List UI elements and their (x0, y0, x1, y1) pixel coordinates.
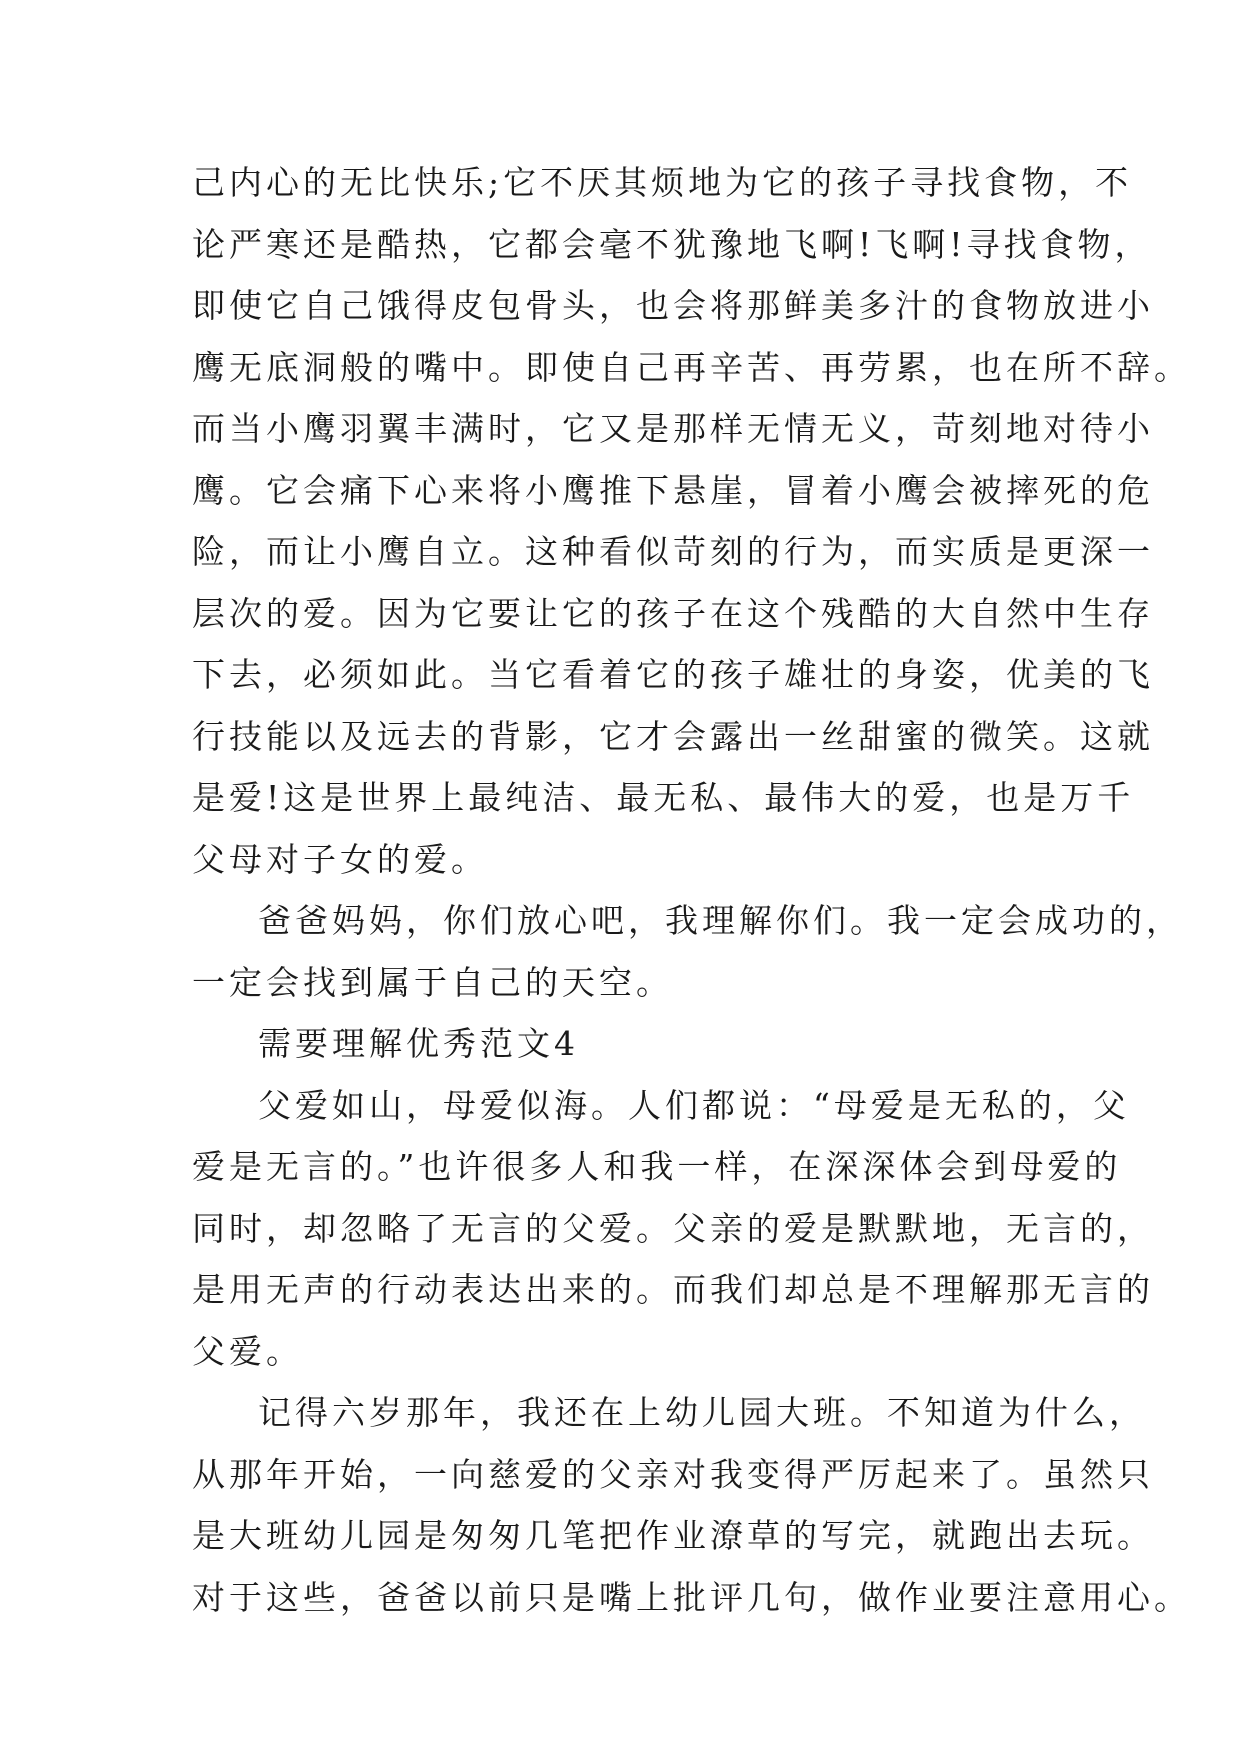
text-line: 记得六岁那年，我还在上幼儿园大班。不知道为什么， (258, 1393, 1146, 1432)
document-body (192, 152, 1191, 1628)
text-line: 对于这些，爸爸以前只是嘴上批评几句，做作业要注意用心。 (192, 1577, 1191, 1617)
text-line: 父爱如山，母爱似海。人们都说：“母爱是无私的，父 (258, 1085, 1130, 1125)
text-line: 层次的爱。因为它要让它的孩子在这个残酷的大自然中生存 (192, 593, 1154, 633)
text-line: 爸爸妈妈，你们放心吧，我理解你们。我一定会成功的， (258, 901, 1183, 940)
text-line: 是大班幼儿园是匆匆几笔把作业潦草的写完，就跑出去玩。 (192, 1516, 1154, 1555)
text-line: 从那年开始，一向慈爱的父亲对我变得严厉起来了。虽然只 (192, 1454, 1154, 1494)
text-line: 己内心的无比快乐;它不厌其烦地为它的孩子寻找食物，不 (192, 163, 1133, 202)
text-line: 一定会找到属于自己的天空。 (192, 962, 673, 1002)
text-line: 险，而让小鹰自立。这种看似苛刻的行为，而实质是更深一 (192, 532, 1154, 571)
text-line: 而当小鹰羽翼丰满时，它又是那样无情无义，苛刻地对待小 (192, 409, 1154, 448)
text-line: 爱是无言的。”也许很多人和我一样，在深深体会到母爱的 (192, 1147, 1122, 1186)
text-line: 论严寒还是酷热，它都会毫不犹豫地飞啊!飞啊!寻找食物， (192, 224, 1152, 264)
text-line: 是用无声的行动表达出来的。而我们却总是不理解那无言的 (192, 1270, 1154, 1309)
text-line: 是爱!这是世界上最纯洁、最无私、最伟大的爱，也是万千 (192, 778, 1135, 817)
text-line: 行技能以及远去的背影，它才会露出一丝甜蜜的微笑。这就 (192, 716, 1154, 756)
text-line: 同时，却忽略了无言的父爱。父亲的爱是默默地，无言的， (192, 1208, 1154, 1248)
section-heading: 需要理解优秀范文4 (258, 1024, 579, 1063)
text-line: 父爱。 (192, 1331, 303, 1371)
text-line: 父母对子女的爱。 (192, 839, 488, 879)
text-line: 即使它自己饿得皮包骨头，也会将那鲜美多汁的食物放进小 (192, 286, 1154, 325)
text-line: 鹰。它会痛下心来将小鹰推下悬崖，冒着小鹰会被摔死的危 (192, 470, 1154, 510)
text-line: 鹰无底洞般的嘴中。即使自己再辛苦、再劳累，也在所不辞。 (192, 347, 1191, 387)
text-line: 下去，必须如此。当它看着它的孩子雄壮的身姿，优美的飞 (192, 655, 1154, 694)
